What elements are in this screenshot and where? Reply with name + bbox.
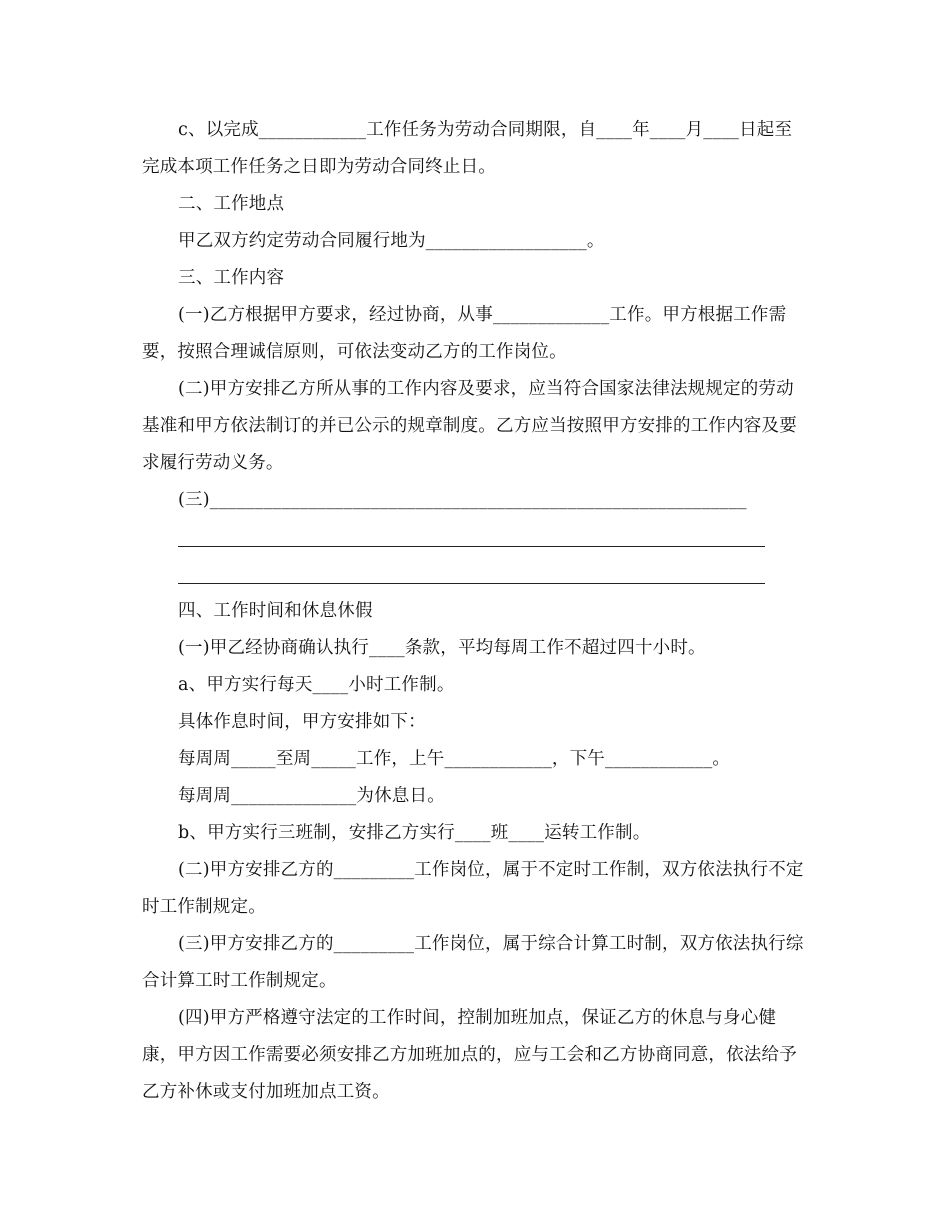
paragraph-hours-3: (三)甲方安排乙方的_________工作岗位，属于综合计算工时制，双方依法执行综合计算工时工作制规定。 bbox=[142, 934, 804, 991]
contract-text bbox=[142, 112, 807, 1111]
heading-work-location: 二、工作地点 bbox=[178, 194, 285, 214]
paragraph-content-3: (三)____________________________________________________________ bbox=[178, 490, 747, 510]
paragraph-hours-4: (四)甲方严格遵守法定的工作时间，控制加班加点，保证乙方的休息与身心健康，甲方因工作需要必须安排乙方加班加点的，应与工会和乙方协商同意，依法给予乙方补休或支付加班加点工资。 bbox=[142, 1008, 797, 1102]
fill-rule bbox=[178, 583, 765, 584]
blank-fill-line bbox=[142, 556, 807, 593]
paragraph-hours-1: (一)甲乙经协商确认执行____条款，平均每周工作不超过四十小时。 bbox=[178, 638, 706, 658]
paragraph-rest-day: 每周周______________为休息日。 bbox=[178, 786, 445, 806]
paragraph-weekly-schedule: 每周周_____至周_____工作，上午____________，下午____________。 bbox=[178, 749, 731, 769]
blank-fill-line bbox=[142, 519, 807, 556]
paragraph-schedule-intro: 具体作息时间，甲方安排如下： bbox=[178, 712, 426, 732]
paragraph-hours-b: b、甲方实行三班制，安排乙方实行____班____运转工作制。 bbox=[178, 823, 651, 843]
paragraph-content-1: (一)乙方根据甲方要求，经过协商，从事_____________工作。甲方根据工作需要，按照合理诚信原则，可依法变动乙方的工作岗位。 bbox=[142, 305, 787, 362]
paragraph-hours-2: (二)甲方安排乙方的_________工作岗位，属于不定时工作制，双方依法执行不定时工作制规定。 bbox=[142, 860, 804, 917]
heading-work-content: 三、工作内容 bbox=[178, 268, 285, 288]
fill-rule bbox=[178, 546, 765, 547]
paragraph-completion-term: c、以完成____________工作任务为劳动合同期限，自____年____月____日起至完成本项工作任务之日即为劳动合同终止日。 bbox=[142, 120, 793, 177]
paragraph-hours-a: a、甲方实行每天____小时工作制。 bbox=[178, 675, 455, 695]
heading-work-hours: 四、工作时间和休息休假 bbox=[178, 601, 373, 621]
paragraph-content-2: (二)甲方安排乙方所从事的工作内容及要求，应当符合国家法律法规规定的劳动基准和甲方依法制订的并已公示的规章制度。乙方应当按照甲方安排的工作内容及要求履行劳动义务。 bbox=[142, 379, 797, 473]
paragraph-work-location: 甲乙双方约定劳动合同履行地为__________________。 bbox=[178, 231, 605, 251]
